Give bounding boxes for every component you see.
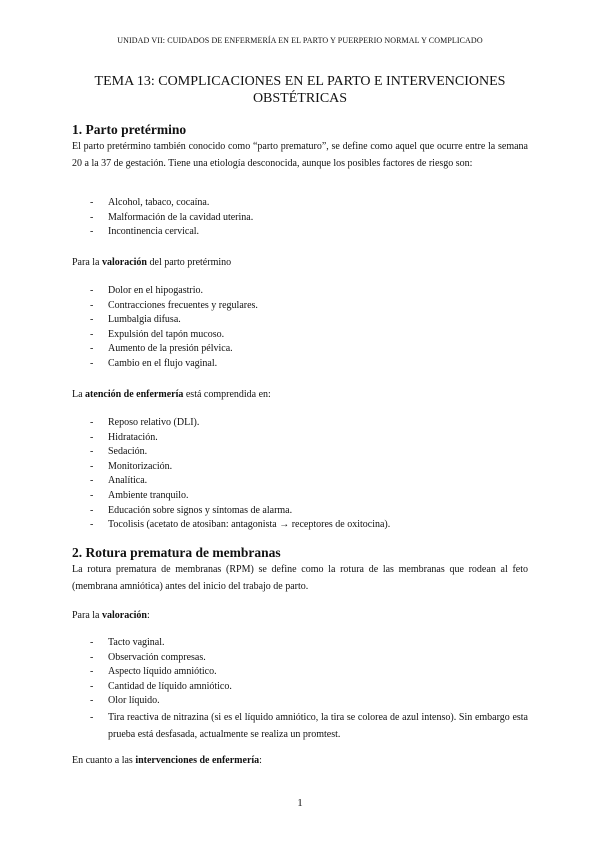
list-item: - Cambio en el flujo vaginal. <box>72 357 528 372</box>
list-item: - Ambiente tranquilo. <box>72 489 528 504</box>
list-item: - Malformación de la cavidad uterina. <box>72 211 528 226</box>
list-item: - Tacto vaginal. <box>72 636 528 651</box>
bold-term: valoración <box>102 610 147 621</box>
text: En cuanto a las <box>72 755 136 766</box>
section-2-intro: La rotura prematura de membranas (RPM) se define como la rotura de las membranas que rodean al feto (membrana amniótica) antes del inicio del trabajo de parto. <box>72 564 528 592</box>
bold-term: atención de enfermería <box>85 389 184 400</box>
valoracion-intro <box>72 254 528 271</box>
list-item: - Hidratación. <box>72 431 528 446</box>
atencion-intro <box>72 386 528 403</box>
text: Para la <box>72 610 102 621</box>
text: del parto pretérmino <box>147 257 232 268</box>
text: Para la <box>72 257 102 268</box>
atencion-list <box>72 416 528 533</box>
valoracion-intro <box>72 607 528 624</box>
list-item: - Observación compresas. <box>72 651 528 666</box>
text: está comprendida en: <box>183 389 271 400</box>
bold-term: valoración <box>102 257 147 268</box>
text: : <box>259 755 262 766</box>
section-1-intro: El parto pretérmino también conocido como “parto prematuro”, se define como aquel que ocurre entre la semana 20 a la 37 de gestación. Tiene una etiología desconocida, aunque los posibles factores de riesgo son: <box>72 141 528 169</box>
text: La <box>72 389 86 400</box>
list-item: - Aumento de la presión pélvica. <box>72 342 528 357</box>
list-item: - Alcohol, tabaco, cocaína. <box>72 196 528 211</box>
list-item: - Dolor en el hipogastrio. <box>72 284 528 299</box>
list-item: - Tira reactiva de nitrazina (si es el líquido amniótico, la tira se colorea de azul intenso). Sin embargo esta prueba está desfasada, actualmente se realiza un promtest. <box>72 709 528 743</box>
list-item: - Olor líquido. <box>72 694 528 709</box>
list-item: - Analítica. <box>72 474 528 489</box>
intervenciones-intro <box>72 752 528 769</box>
list-item: - Contracciones frecuentes y regulares. <box>72 299 528 314</box>
list-item: - Reposo relativo (DLI). <box>72 416 528 431</box>
valoracion-list <box>72 284 528 372</box>
page-title: TEMA 13: COMPLICACIONES EN EL PARTO E INTERVENCIONES OBSTÉTRICAS <box>94 74 506 106</box>
list-item: - Aspecto líquido amniótico. <box>72 665 528 680</box>
list-item: - Cantidad de líquido amniótico. <box>72 680 528 695</box>
list-item: - Incontinencia cervical. <box>72 225 528 240</box>
section-2-heading: 2. Rotura prematura de membranas <box>72 545 281 560</box>
page-number: 1 <box>297 797 303 809</box>
list-item: - Tocolisis (acetato de atosiban: antagonista → receptores de oxitocina). <box>72 518 528 533</box>
list-item: - Lumbalgia difusa. <box>72 313 528 328</box>
bold-term: intervenciones de enfermería <box>135 755 260 766</box>
section-1-heading: 1. Parto pretérmino <box>72 122 187 137</box>
running-header: UNIDAD VII: CUIDADOS DE ENFERMERÍA EN EL PARTO Y PUERPERIO NORMAL Y COMPLICADO <box>117 36 483 45</box>
list-item: - Expulsión del tapón mucoso. <box>72 328 528 343</box>
text: : <box>147 610 150 621</box>
list-item: - Educación sobre signos y síntomas de alarma. <box>72 504 528 519</box>
list-item: - Sedación. <box>72 445 528 460</box>
list-item: - Monitorización. <box>72 460 528 475</box>
valoracion-list <box>72 636 528 743</box>
risk-factors-list <box>72 196 528 240</box>
